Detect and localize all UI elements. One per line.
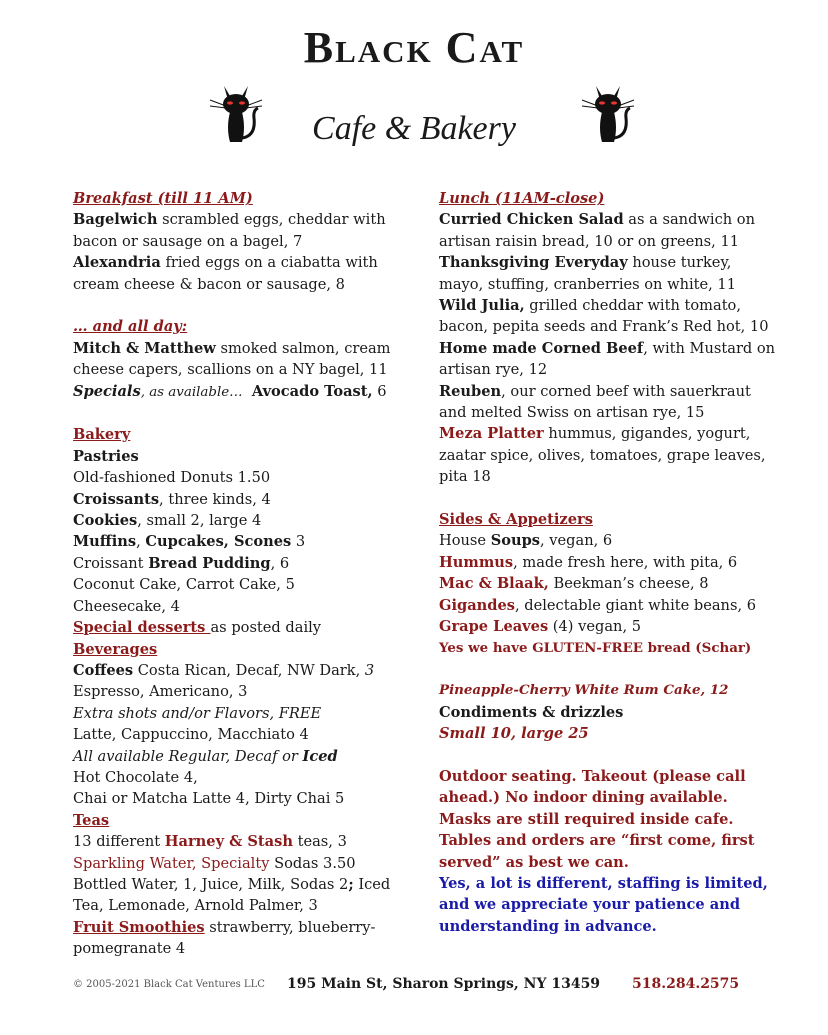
menu-item-sparkling: Sparkling Water, Specialty Sodas 3.50 [73,854,356,872]
beverages-heading: Beverages [73,640,158,658]
menu-item-mitch-matthew: Mitch & Matthew smoked salmon, cream cheese capers, scallions on a NY bagel, 11 [73,339,391,379]
menu-item-teas: 13 different Harney & Stash teas, 3 [73,833,347,851]
notice-blue: Yes, a lot is different, staffing is limited, and we appreciate your patience and understanding in advance. [439,874,768,935]
menu-item-chai: Chai or Matcha Latte 4, Dirty Chai 5 [73,790,345,808]
sides-heading: Sides & Appetizers [439,511,593,529]
teas-heading: Teas [73,811,110,829]
page-title: Black Cat [303,23,525,72]
page-subtitle: Cafe & Bakery [312,110,516,147]
menu-item-bottled: Bottled Water, 1, Juice, Milk, Sodas 2; Iced Tea, Lemonade, Arnold Palmer, 3 [73,875,391,915]
menu-item-coffees: Coffees Costa Rican, Decaf, NW Dark, 3 [73,661,375,679]
bakery-heading: Bakery [73,426,131,444]
menu-item-smoothies: Fruit Smoothies strawberry, blueberry-pomegranate 4 [73,918,376,958]
menu-item-curried-chicken: Curried Chicken Salad as a sandwich on artisan raisin bread, 10 or on greens, 11 [439,211,755,250]
menu-item-cheesecake: Cheesecake, 4 [73,597,180,615]
menu-item-specials: Specials, as available… Avocado Toast, 6 [73,382,387,400]
menu-item-thanksgiving: Thanksgiving Everyday house turkey, mayo, stuffing, cranberries on white, 11 [439,254,736,293]
allday-heading: … and all day: [73,318,188,336]
condiments-label: Condiments & drizzles [439,703,624,721]
menu-item-mac-blaak: Mac & Blaak, Beekman’s cheese, 8 [439,575,709,593]
menu-item-muffins: Muffins, Cupcakes, Scones 3 [73,533,306,551]
menu-item-reuben: Reuben, our corned beef with sauerkraut and melted Swiss on artisan rye, 15 [439,382,751,422]
menu-item-gigandes: Gigandes, delectable giant white beans, 6 [439,596,757,614]
notice-red: Outdoor seating. Takeout (please call ahead.) No indoor dining available. Masks are still required inside cafe. Tables and orders are “first come, first served” as best we can. [439,767,755,871]
copyright: © 2005-2021 Black Cat Ventures LLC [73,979,265,990]
menu-item-rum-cake: Pineapple-Cherry White Rum Cake, 12 [439,682,729,699]
menu-item-coconut-cake: Coconut Cake, Carrot Cake, 5 [73,576,295,594]
footer [0,976,828,996]
menu-item-meza-platter: Meza Platter hummus, gigandes, yogurt, zaatar spice, olives, tomatoes, grape leaves, pita 18 [439,425,766,486]
phone-number: 518.284.2575 [632,976,740,992]
menu-item-grape-leaves: Grape Leaves (4) vegan, 5 [439,618,642,636]
lunch-heading: Lunch (11AM-close) [439,190,605,207]
gluten-free-note: Yes we have GLUTEN-FREE bread (Schar) [439,639,752,656]
pastries-label: Pastries [73,447,139,465]
address: 195 Main St, Sharon Springs, NY 13459 [287,976,601,992]
menu-item-hummus: Hummus, made fresh here, with pita, 6 [439,553,738,571]
menu-item-corned-beef: Home made Corned Beef, with Mustard on artisan rye, 12 [439,339,776,379]
menu-item-croissants: Croissants, three kinds, 4 [73,490,271,508]
menu-item-hot-chocolate: Hot Chocolate 4, [73,768,198,786]
menu-item-espresso: Espresso, Americano, 3 [73,683,248,701]
menu-item-bread-pudding: Croissant Bread Pudding, 6 [73,554,290,572]
menu-item-bagelwich: Bagelwich scrambled eggs, cheddar with bacon or sausage on a bagel, 7 [73,211,386,250]
right-column [439,188,779,937]
menu-item-alexandria: Alexandria fried eggs on a ciabatta with cream cheese & bacon or sausage, 8 [73,254,378,293]
menu-item-cookies: Cookies, small 2, large 4 [73,512,262,530]
menu-item-special-desserts: Special desserts as posted daily [73,619,322,637]
breakfast-heading: Breakfast (till 11 AM) [73,190,253,207]
menu-item-soups: House Soups, vegan, 6 [439,532,613,550]
menu-item-wild-julia: Wild Julia, grilled cheddar with tomato, bacon, pepita seeds and Frank’s Red hot, 10 [439,297,769,336]
cake-sizes: Small 10, large 25 [439,725,589,743]
left-column [73,188,403,960]
menu-item-donuts: Old-fashioned Donuts 1.50 [73,469,271,487]
menu-item-latte: Latte, Cappuccino, Macchiato 4 [73,726,309,744]
menu-note-extra-shots: Extra shots and/or Flavors, FREE [73,704,322,722]
menu-note-all-available: All available Regular, Decaf or Iced [73,747,338,765]
